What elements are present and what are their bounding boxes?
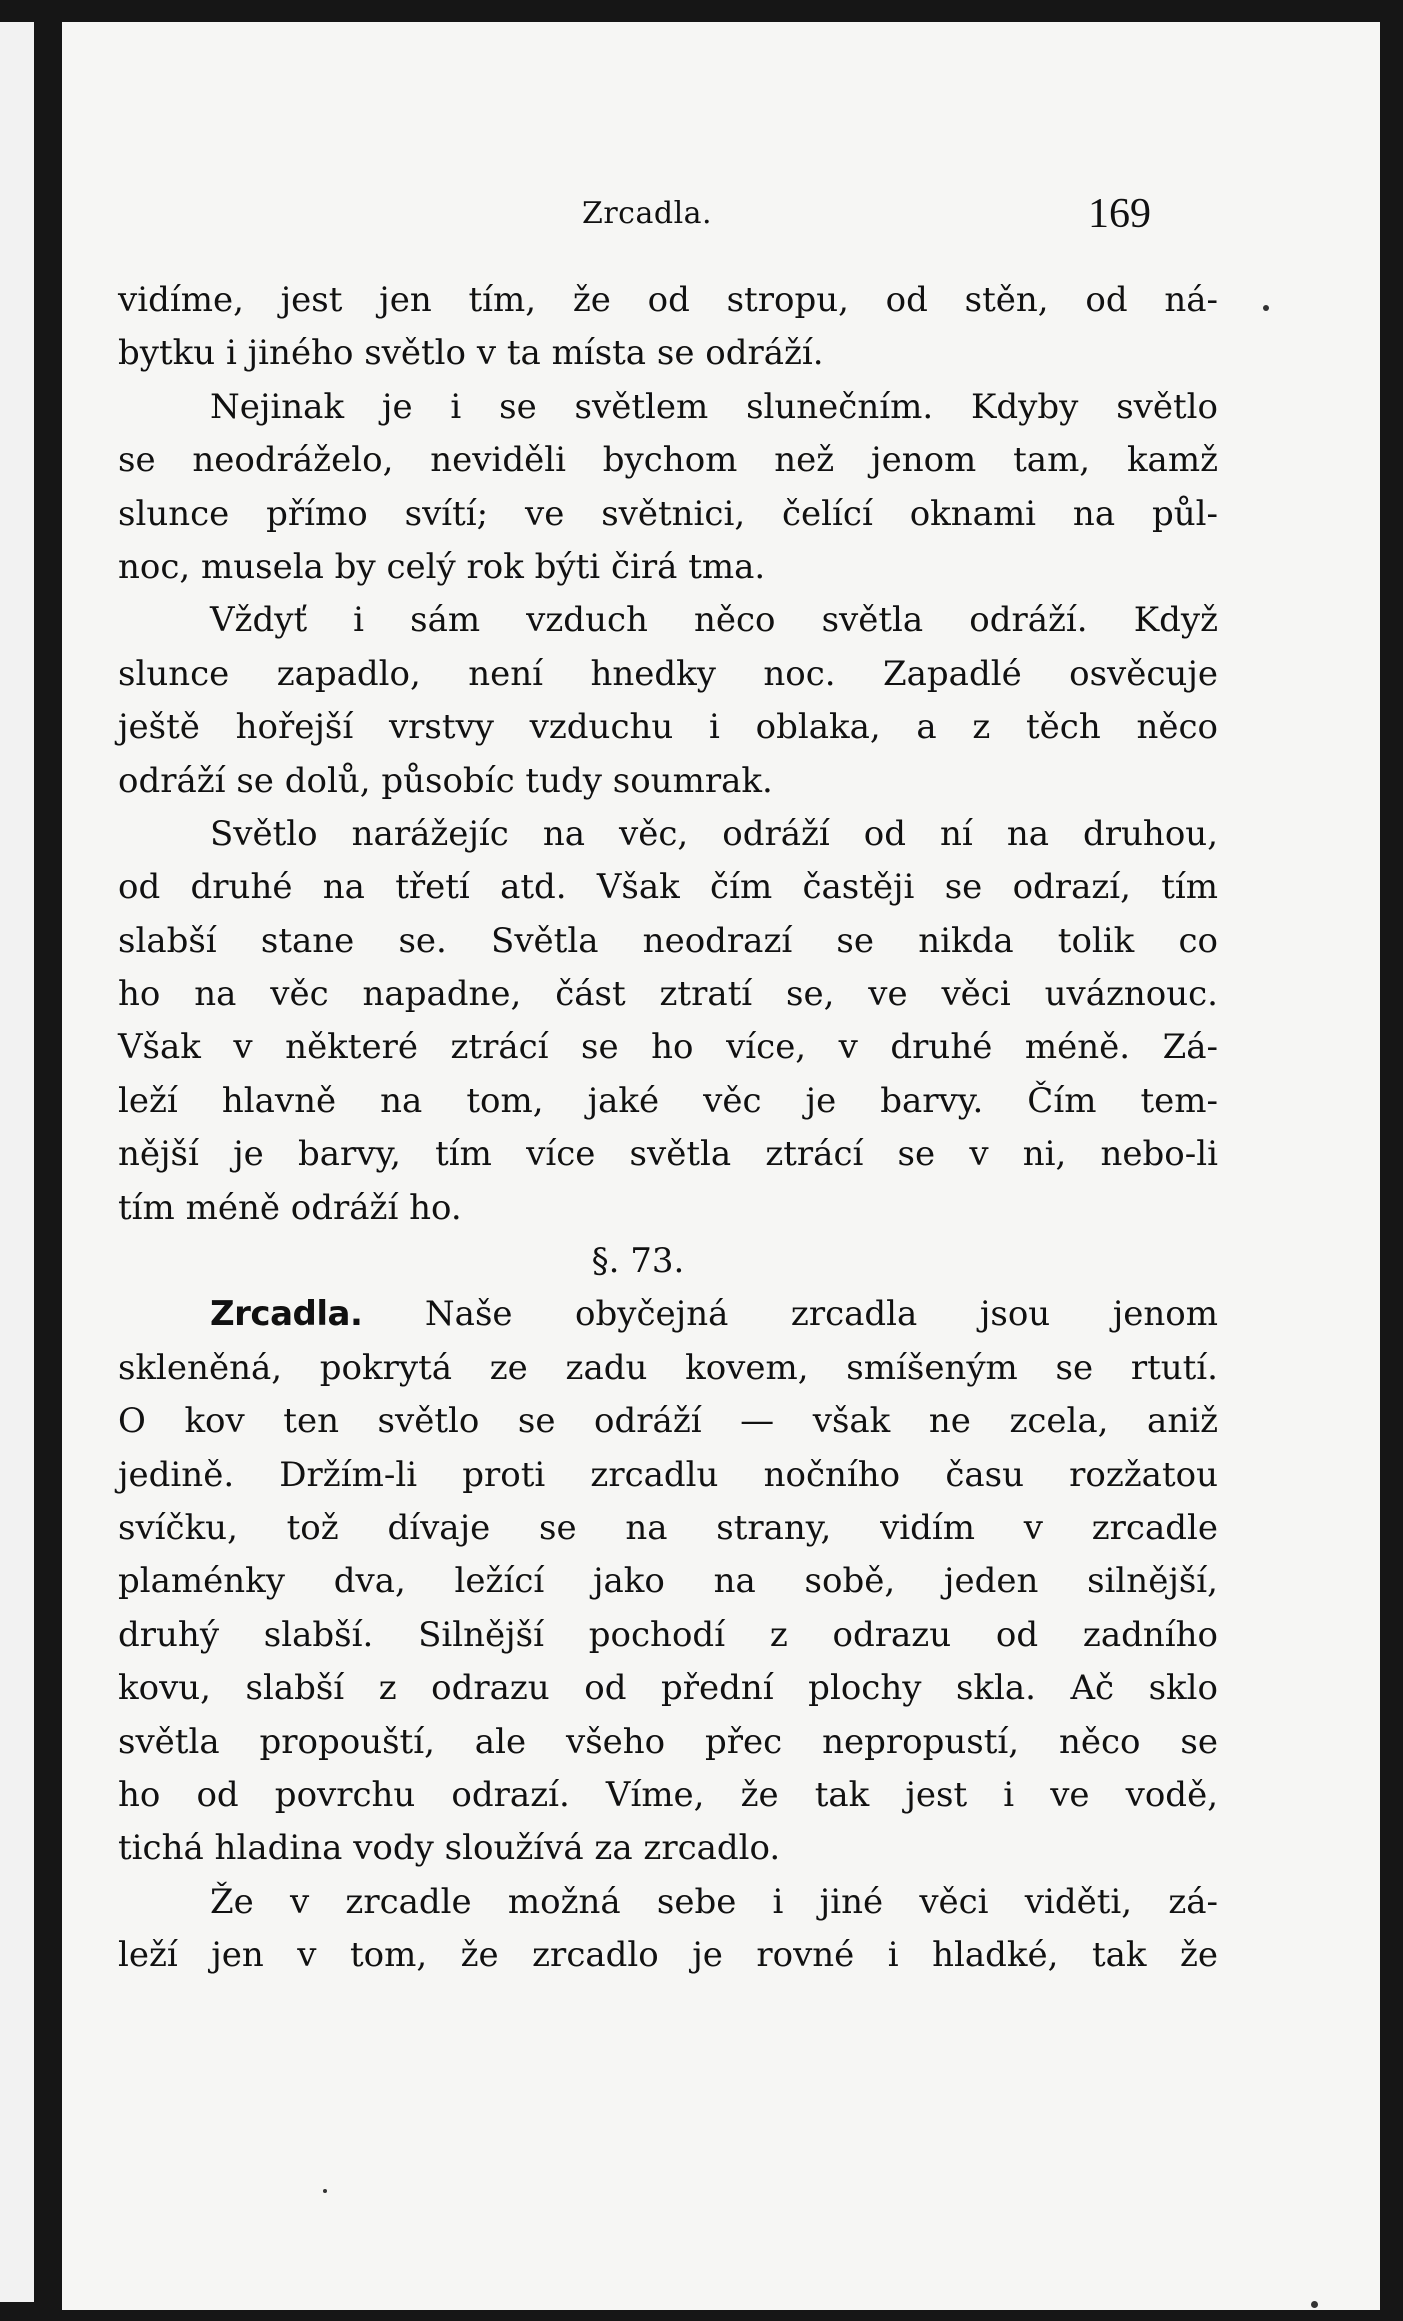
text-line: Však v některé ztrácí se ho více, v druhé méně. Zá- (118, 1027, 1218, 1068)
text-line: vidíme, jest jen tím, že od stropu, od stěn, od ná- (118, 280, 1218, 320)
text-line: druhý slabší. Silnější pochodí z odrazu od zadního (118, 1614, 1218, 1655)
text-line: skleněná, pokrytá ze zadu kovem, smíšeným se rtutí. (118, 1347, 1218, 1388)
text-line: noc, musela by celý rok býti čirá tma. (118, 546, 766, 587)
text-line: ho od povrchu odrazí. Víme, že tak jest i ve vodě, (118, 1774, 1218, 1815)
text-line: leží hlavně na tom, jaké věc je barvy. Čím tem- (118, 1080, 1218, 1121)
paper-speck (323, 2189, 327, 2193)
text-line: jedině. Držím-li proti zrcadlu nočního času rozžatou (118, 1454, 1218, 1495)
text-line: slunce přímo svítí; ve světnici, čelící oknami na půl- (118, 493, 1218, 534)
text-line: leží jen v tom, že zrcadlo je rovné i hladké, tak že (118, 1935, 1218, 1976)
previous-page-edge (0, 22, 34, 2302)
paper-speck (1263, 305, 1269, 311)
text-line: O kov ten světlo se odráží — však ne zcela, aniž (118, 1401, 1218, 1442)
text-line: ještě hořejší vrstvy vzduchu i oblaka, a z těch něco (118, 707, 1218, 748)
section-heading: §. 73. (591, 1241, 685, 1282)
text-line: nější je barvy, tím více světla ztrácí se v ni, nebo-li (118, 1134, 1218, 1175)
page-number: 169 (1088, 191, 1151, 237)
text-line: kovu, slabší z odrazu od přední plochy skla. Ač sklo (118, 1668, 1218, 1709)
book-page (62, 22, 1380, 2310)
text-line: se neodráželo, neviděli bychom než jenom tam, kamž (118, 440, 1218, 481)
section-lead: Zrcadla. (210, 1294, 363, 1335)
text-line: slunce zapadlo, není hnedky noc. Zapadlé osvěcuje (118, 653, 1218, 694)
text-line: odráží se dolů, působíc tudy soumrak. (118, 760, 773, 801)
text-line: svíčku, tož dívaje se na strany, vidím v zrcadle (118, 1507, 1218, 1548)
text-line: tichá hladina vody sloužívá za zrcadlo. (118, 1828, 781, 1869)
text-line-with-lead (118, 1288, 1218, 1341)
running-head: Zrcadla. (582, 196, 713, 231)
text-line: bytku i jiného světlo v ta místa se odráží. (118, 333, 824, 374)
text-line: světla propouští, ale všeho přec nepropustí, něco se (118, 1721, 1218, 1762)
paper-speck (1311, 2301, 1318, 2308)
page-header (62, 190, 1380, 240)
text-line: slabší stane se. Světla neodrazí se nikda tolik co (118, 920, 1218, 961)
text-line: Naše obyčejná zrcadla jsou jenom (424, 1294, 1218, 1335)
text-line: od druhé na třetí atd. Však čím častěji se odrazí, tím (118, 867, 1218, 908)
body-text (118, 274, 1218, 1983)
text-line: Nejinak je i se světlem slunečním. Kdyby světlo (210, 386, 1218, 427)
text-line: Že v zrcadle možná sebe i jiné věci viděti, zá- (210, 1881, 1218, 1922)
text-line: Vždyť i sám vzduch něco světla odráží. Když (210, 600, 1218, 641)
text-line: plaménky dva, ležící jako na sobě, jeden silnější, (118, 1561, 1218, 1602)
text-line: tím méně odráží ho. (118, 1187, 462, 1228)
text-line: Světlo narážejíc na věc, odráží od ní na druhou, (210, 813, 1218, 854)
text-line: ho na věc napadne, část ztratí se, ve věci uváznouc. (118, 974, 1218, 1015)
